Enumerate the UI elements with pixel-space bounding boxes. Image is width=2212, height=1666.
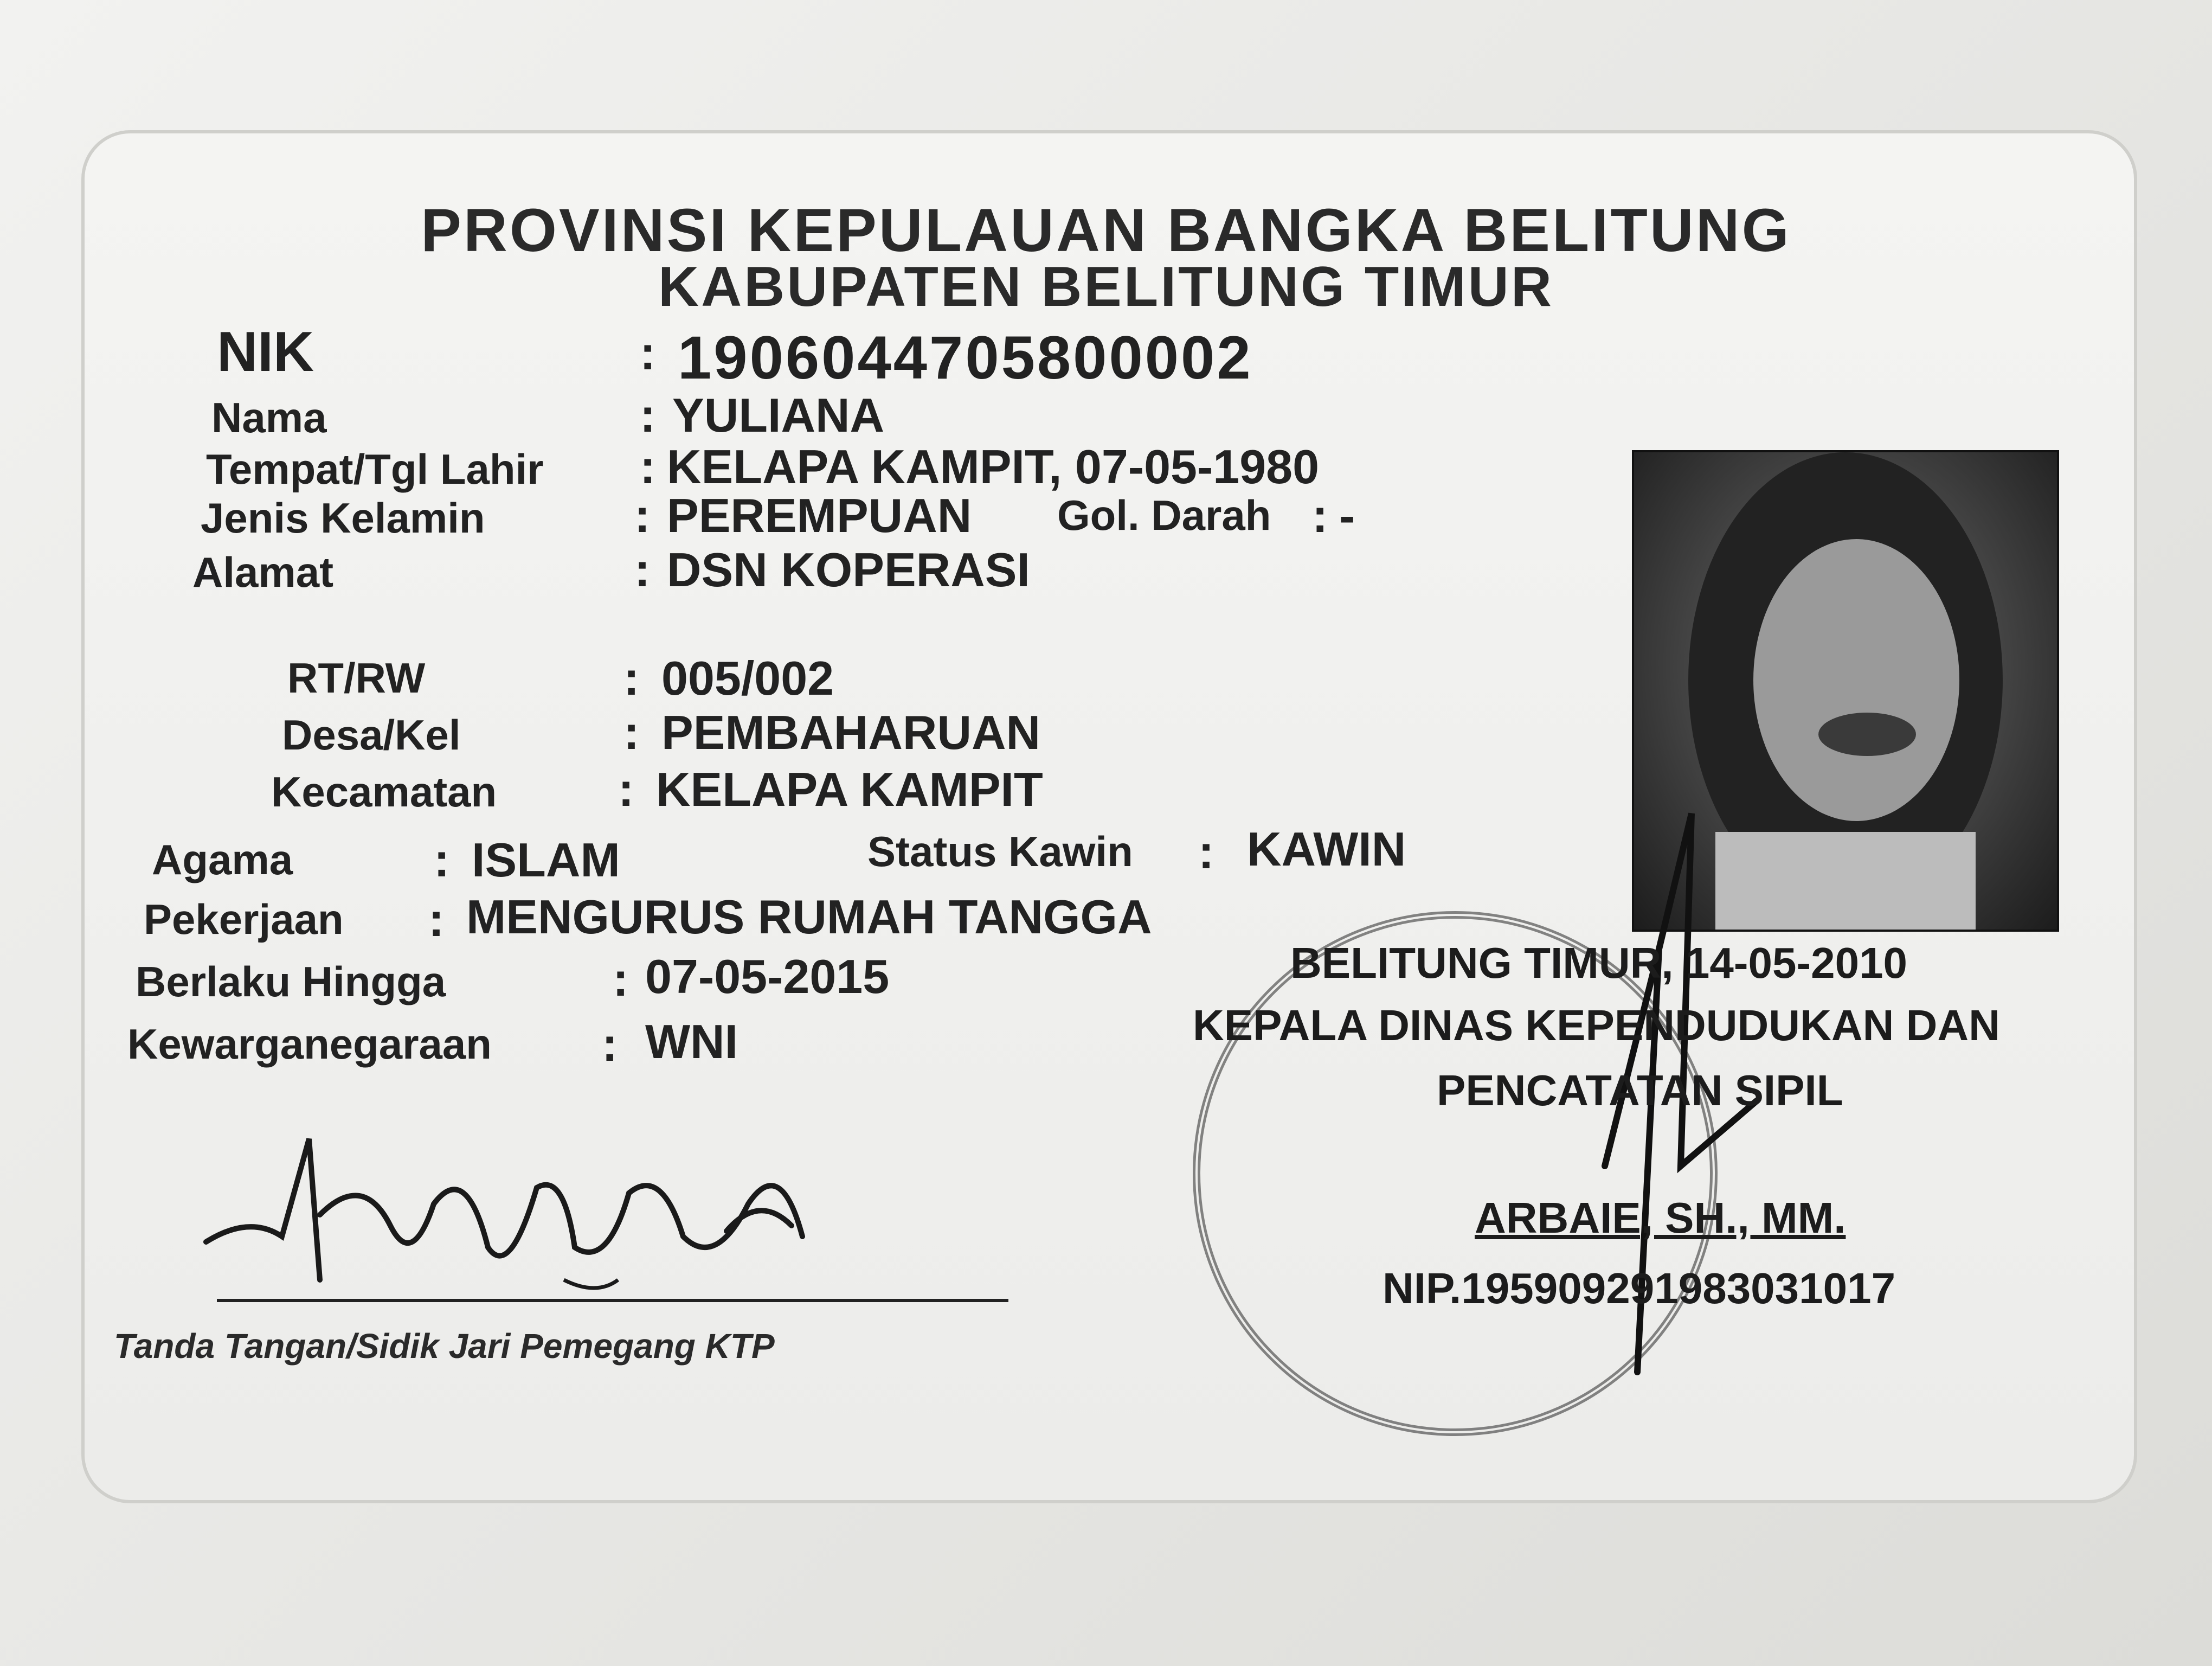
issuer-nip: NIP.195909291983031017: [1382, 1264, 1896, 1312]
berlaku-label: Berlaku Hingga: [136, 958, 446, 1005]
signature-caption: Tanda Tangan/Sidik Jari Pemegang KTP: [114, 1327, 775, 1366]
kewarganegaraan-value: WNI: [645, 1015, 738, 1068]
issuer-title-line2: PENCATATAN SIPIL: [1437, 1066, 1843, 1114]
jenis-kelamin-colon: :: [634, 489, 651, 542]
berlaku-colon: :: [613, 952, 629, 1006]
kewarganegaraan-label: Kewarganegaraan: [127, 1020, 492, 1068]
rtrw-colon: :: [623, 651, 640, 705]
kecamatan-label: Kecamatan: [271, 768, 497, 816]
pekerjaan-value: MENGURUS RUMAH TANGGA: [466, 890, 1152, 944]
desa-colon: :: [623, 706, 640, 759]
ttl-label: Tempat/Tgl Lahir: [206, 445, 544, 493]
nama-colon: :: [640, 388, 656, 442]
desa-value: PEMBAHARUAN: [661, 706, 1041, 759]
jenis-kelamin-label: Jenis Kelamin: [201, 494, 485, 542]
ttl-colon: :: [640, 440, 656, 494]
agama-value: ISLAM: [472, 833, 620, 887]
province-title: PROVINSI KEPULAUAN BANGKA BELITUNG: [421, 196, 1791, 264]
jenis-kelamin-value: PEREMPUAN: [667, 489, 972, 542]
nik-colon: :: [640, 326, 656, 380]
gol-darah-value: -: [1339, 489, 1355, 542]
kecamatan-colon: :: [618, 762, 634, 816]
nik-label: NIK: [217, 321, 314, 383]
issuer-place-date: BELITUNG TIMUR, 14-05-2010: [1290, 939, 1908, 987]
kecamatan-value: KELAPA KAMPIT: [656, 762, 1043, 816]
rtrw-value: 005/002: [661, 651, 834, 705]
status-kawin-value: KAWIN: [1247, 822, 1406, 876]
nama-label: Nama: [211, 394, 327, 441]
alamat-colon: :: [634, 543, 651, 597]
nama-value: YULIANA: [672, 388, 885, 442]
status-kawin-label: Status Kawin: [867, 828, 1133, 875]
kewarganegaraan-colon: :: [602, 1017, 618, 1071]
regency-title: KABUPATEN BELITUNG TIMUR: [658, 255, 1554, 318]
ttl-value: KELAPA KAMPIT, 07-05-1980: [667, 440, 1320, 494]
signature-line: [217, 1299, 1008, 1302]
nik-value: 1906044705800002: [678, 324, 1253, 392]
rtrw-label: RT/RW: [287, 654, 426, 702]
issuer-official-name: ARBAIE, SH., MM.: [1475, 1194, 1846, 1242]
pekerjaan-colon: :: [428, 893, 445, 946]
berlaku-value: 07-05-2015: [645, 950, 890, 1003]
issuer-title-line1: KEPALA DINAS KEPENDUDUKAN DAN: [1193, 1001, 2000, 1049]
agama-label: Agama: [152, 836, 293, 883]
alamat-value: DSN KOPERASI: [667, 543, 1030, 597]
holder-signature: [184, 1106, 889, 1312]
alamat-label: Alamat: [192, 548, 334, 596]
desa-label: Desa/Kel: [282, 711, 461, 759]
agama-colon: :: [434, 833, 450, 887]
gol-darah-colon: :: [1312, 489, 1328, 542]
gol-darah-label: Gol. Darah: [1057, 491, 1271, 539]
pekerjaan-label: Pekerjaan: [144, 895, 344, 943]
status-kawin-colon: :: [1198, 825, 1214, 879]
